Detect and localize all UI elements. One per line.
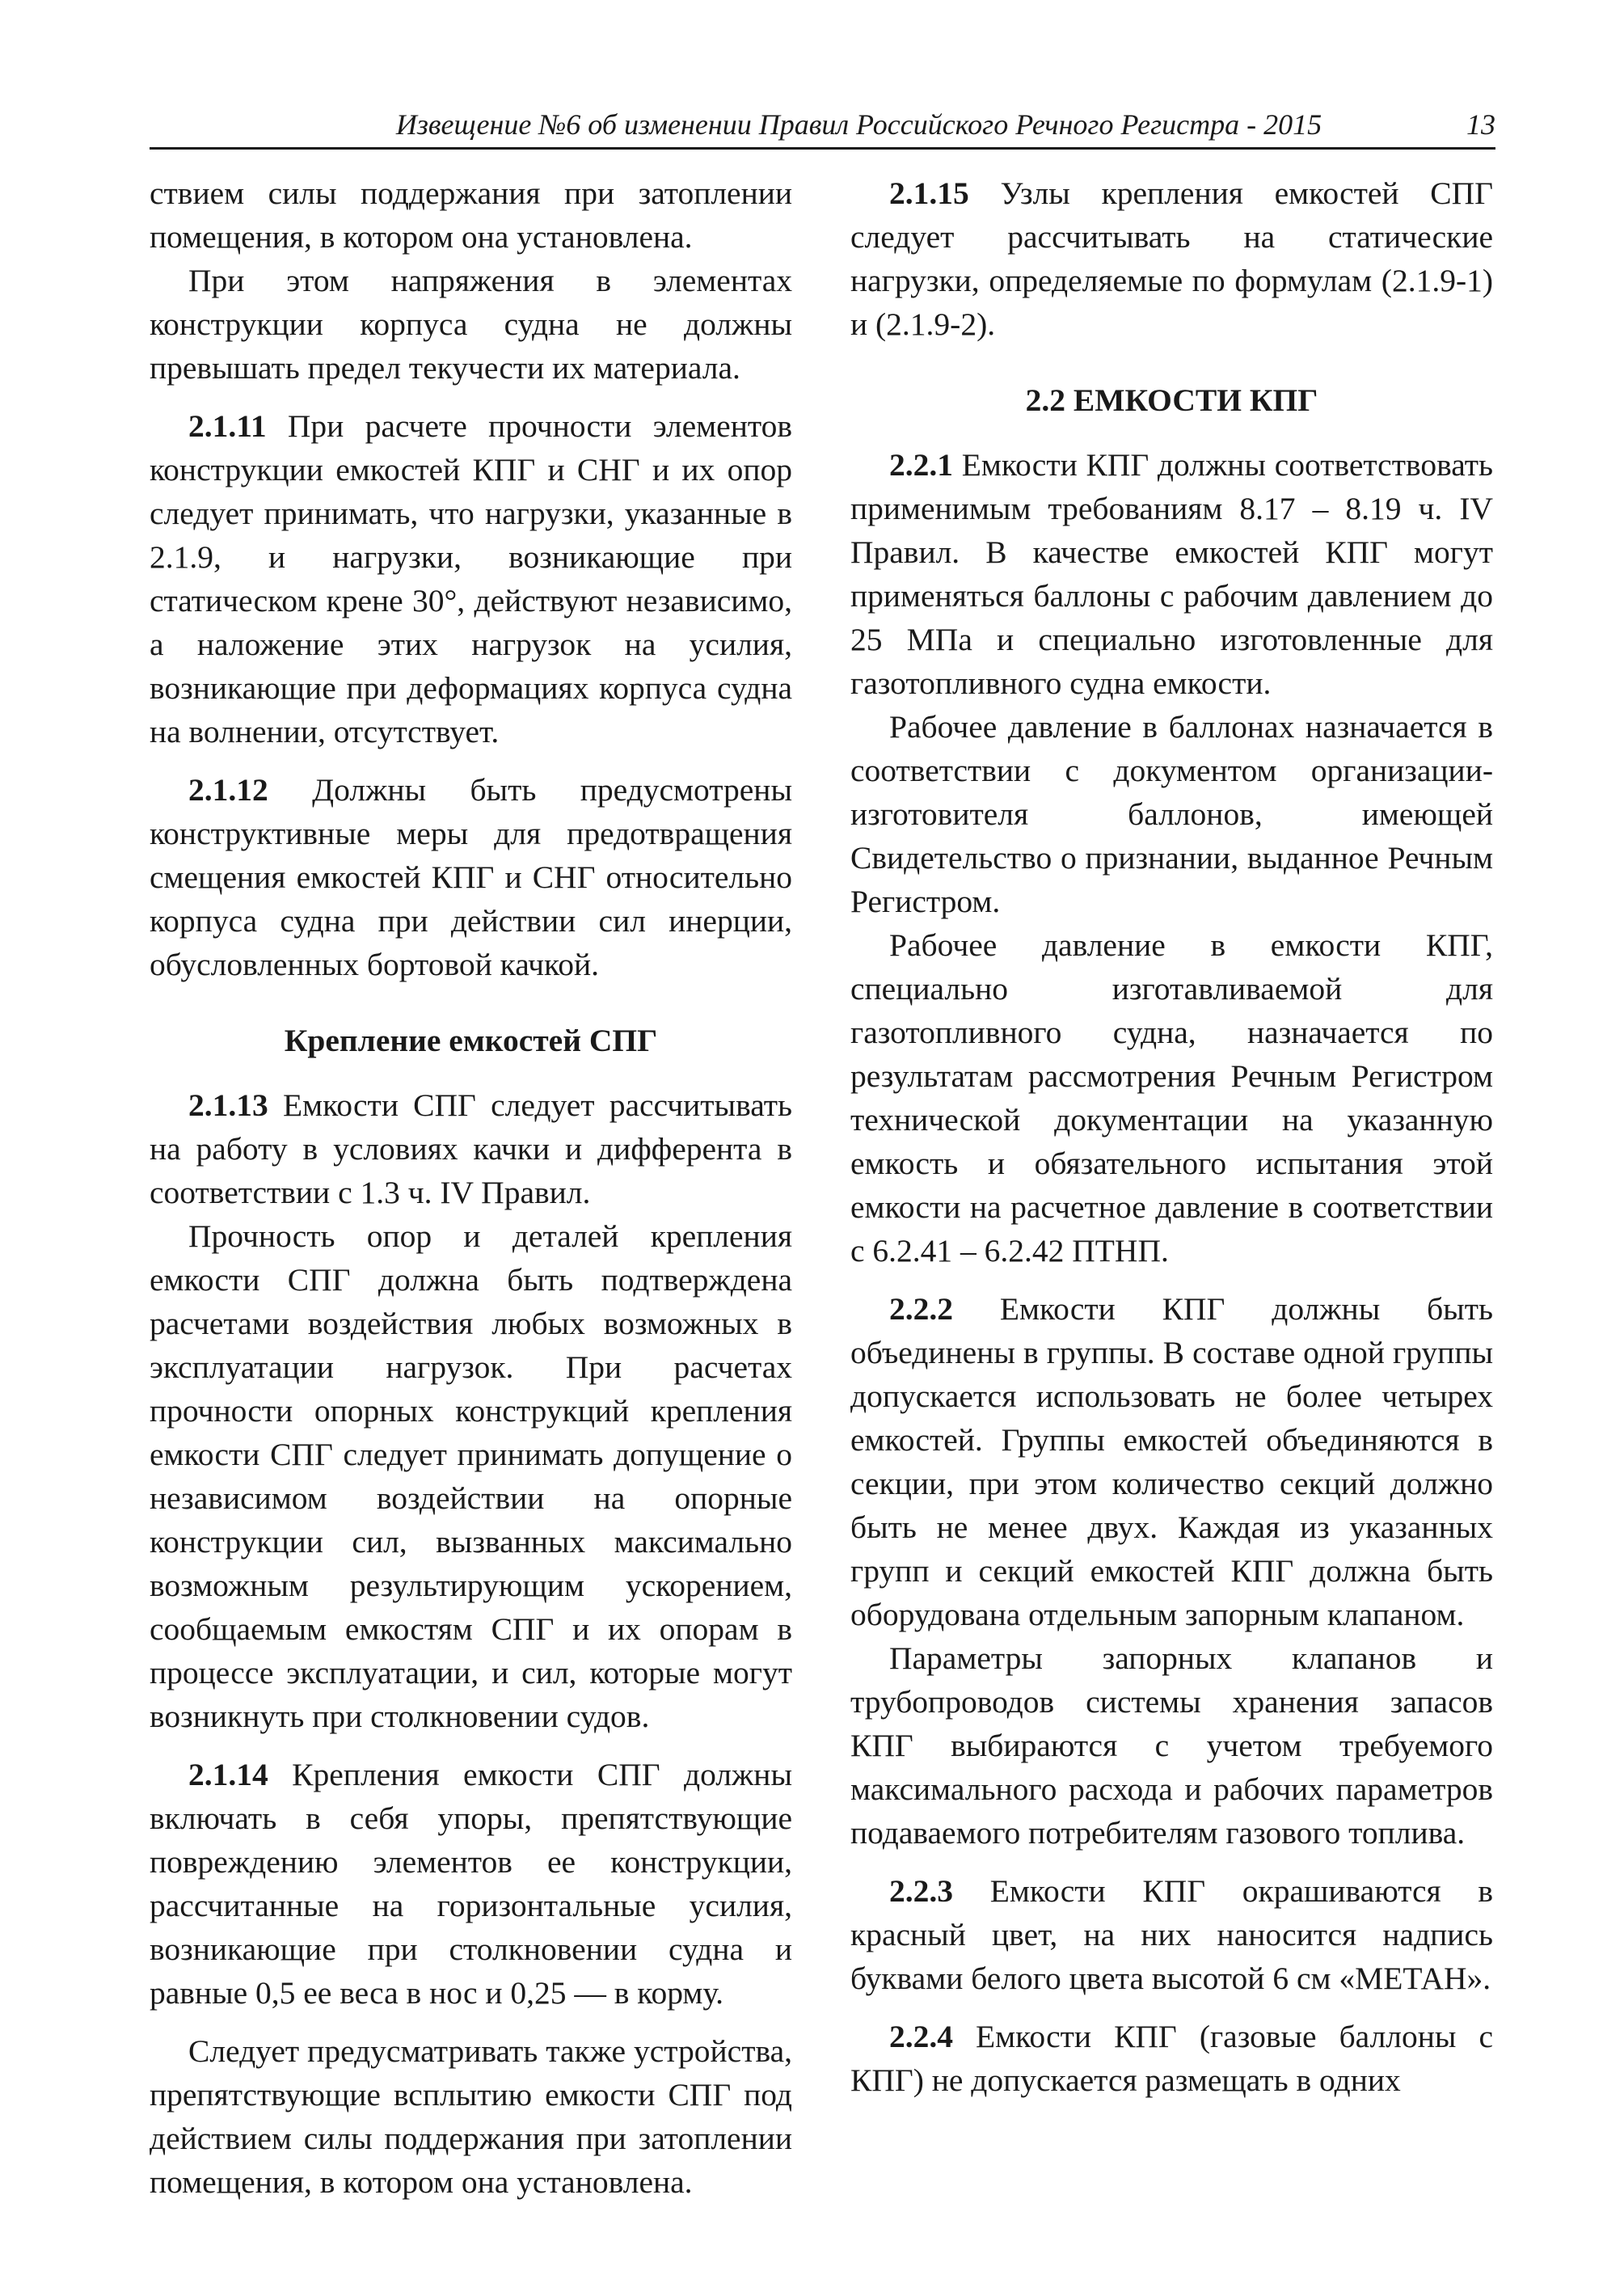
clause-text: Емкости КПГ должны соответствовать применимым требованиям 8.17 – 8.19 ч. IV Правил. В качестве емкостей КПГ могут применяться баллоны с рабочим давлением до 25 МПа и специально изготовленные для газотопливного судна емкости. [850, 447, 1493, 701]
paragraph: При этом напряжения в элементах конструкции корпуса судна не должны превышать предел текучести их материала. [150, 263, 792, 386]
clause-number: 2.1.12 [188, 772, 268, 808]
left-column [150, 171, 792, 2204]
clause-2-2-2 [850, 1287, 1493, 1636]
clause-text: Узлы крепления емкостей СПГ следует рассчитывать на статические нагрузки, определяемые по формулам (2.1.9-1) и (2.1.9-2). [850, 175, 1493, 342]
clause-2-1-12 [150, 768, 792, 986]
clause-2-1-11 [150, 404, 792, 753]
clause-2-2-4 [850, 2015, 1493, 2102]
paragraph: Параметры запорных клапанов и трубопроводов системы хранения запасов КПГ выбираются с учетом требуемого максимального расхода и рабочих параметров подаваемого потребителям газового топлива. [850, 1640, 1493, 1851]
paragraph: Следует предусматривать также устройства, препятствующие всплытию емкости СПГ под действием силы поддержания при затоплении помещения, в котором она установлена. [150, 2033, 792, 2200]
header-title: Извещение №6 об изменении Правил Российского Речного Регистра - 2015 [395, 108, 1322, 141]
clause-text: Должны быть предусмотрены конструктивные меры для предотвращения смещения емкостей КПГ и СНГ относительно корпуса судна при действии сил инерции, обусловленных бортовой качкой. [150, 772, 792, 982]
section-heading: Крепление емкостей СПГ [284, 1023, 658, 1058]
clause-number: 2.2.4 [889, 2019, 953, 2054]
clause-text: Емкости СПГ следует рассчитывать на работу в условиях качки и дифферента в соответствии с 1.3 ч. IV Правил. [150, 1087, 792, 1210]
paragraph: ствием силы поддержания при затоплении помещения, в котором она установлена. [150, 175, 792, 255]
clause-text: Емкости КПГ окрашиваются в красный цвет, на них наносится надпись буквами белого цвета высотой 6 см «МЕТАН». [850, 1873, 1493, 1996]
clause-number: 2.1.15 [889, 175, 969, 211]
clause-number: 2.2.3 [889, 1873, 953, 1909]
clause-2-2-1 [850, 443, 1493, 705]
clause-number: 2.2.2 [889, 1291, 953, 1327]
paragraph: Прочность опор и деталей крепления емкости СПГ должна быть подтверждена расчетами воздействия любых возможных в эксплуатации нагрузок. При расчетах прочности опорных конструкций крепления емкости СПГ следует принимать допущение о независимом воздействии на опорные конструкции сил, вызванных максимально возможным результирующим ускорением, сообщаемым емкостям СПГ и их опорам в процессе эксплуатации, и сил, которые могут возникнуть при столкновении судов. [150, 1218, 792, 1734]
section-heading: 2.2 ЕМКОСТИ КПГ [1025, 382, 1318, 418]
clause-text: Емкости КПГ должны быть объединены в группы. В составе одной группы допускается использовать не более четырех емкостей. Группы емкостей объединяются в секции, при этом количество секций должно быть не менее двух. Каждая из указанных групп и секций емкостей КПГ должна быть оборудована отдельным запорным клапаном. [850, 1291, 1493, 1632]
clause-2-1-13 [150, 1083, 792, 1214]
paragraph: Рабочее давление в емкости КПГ, специально изготавливаемой для газотопливного судна, назначается по результатам рассмотрения Речным Регистром технической документации на указанную емкость и обязательного испытания этой емкости на расчетное давление в соответствии с 6.2.41 – 6.2.42 ПТНП. [850, 927, 1493, 1268]
clause-number: 2.1.13 [188, 1087, 268, 1123]
clause-text: При расчете прочности элементов конструкции емкостей КПГ и СНГ и их опор следует принимать, что нагрузки, указанные в 2.1.9, и нагрузки, возникающие при статическом крене 30°, действуют независимо, а наложение этих нагрузок на усилия, возникающие при деформациях корпуса судна на волнении, отсутствует. [150, 408, 792, 749]
clause-2-1-15 [850, 171, 1493, 346]
right-column [850, 171, 1493, 2102]
clause-number: 2.1.11 [188, 408, 267, 444]
clause-text: Крепления емкости СПГ должны включать в себя упоры, препятствующие повреждению элементов ее конструкции, рассчитанные на горизонтальные усилия, возникающие при столкновении судна и равные 0,5 ее веса в нос и 0,25 — в корму. [150, 1757, 792, 2011]
paragraph: Рабочее давление в баллонах назначается в соответствии с документом организации-изготовителя баллонов, имеющей Свидетельство о признании, выданное Речным Регистром. [850, 709, 1493, 919]
clause-number: 2.1.14 [188, 1757, 268, 1792]
running-header [150, 102, 1495, 150]
clause-text: Емкости КПГ (газовые баллоны с КПГ) не допускается размещать в одних [850, 2019, 1493, 2098]
page-number: 13 [1466, 108, 1495, 141]
clause-2-2-3 [850, 1869, 1493, 2000]
clause-2-1-14 [150, 1753, 792, 2015]
clause-number: 2.2.1 [889, 447, 953, 483]
